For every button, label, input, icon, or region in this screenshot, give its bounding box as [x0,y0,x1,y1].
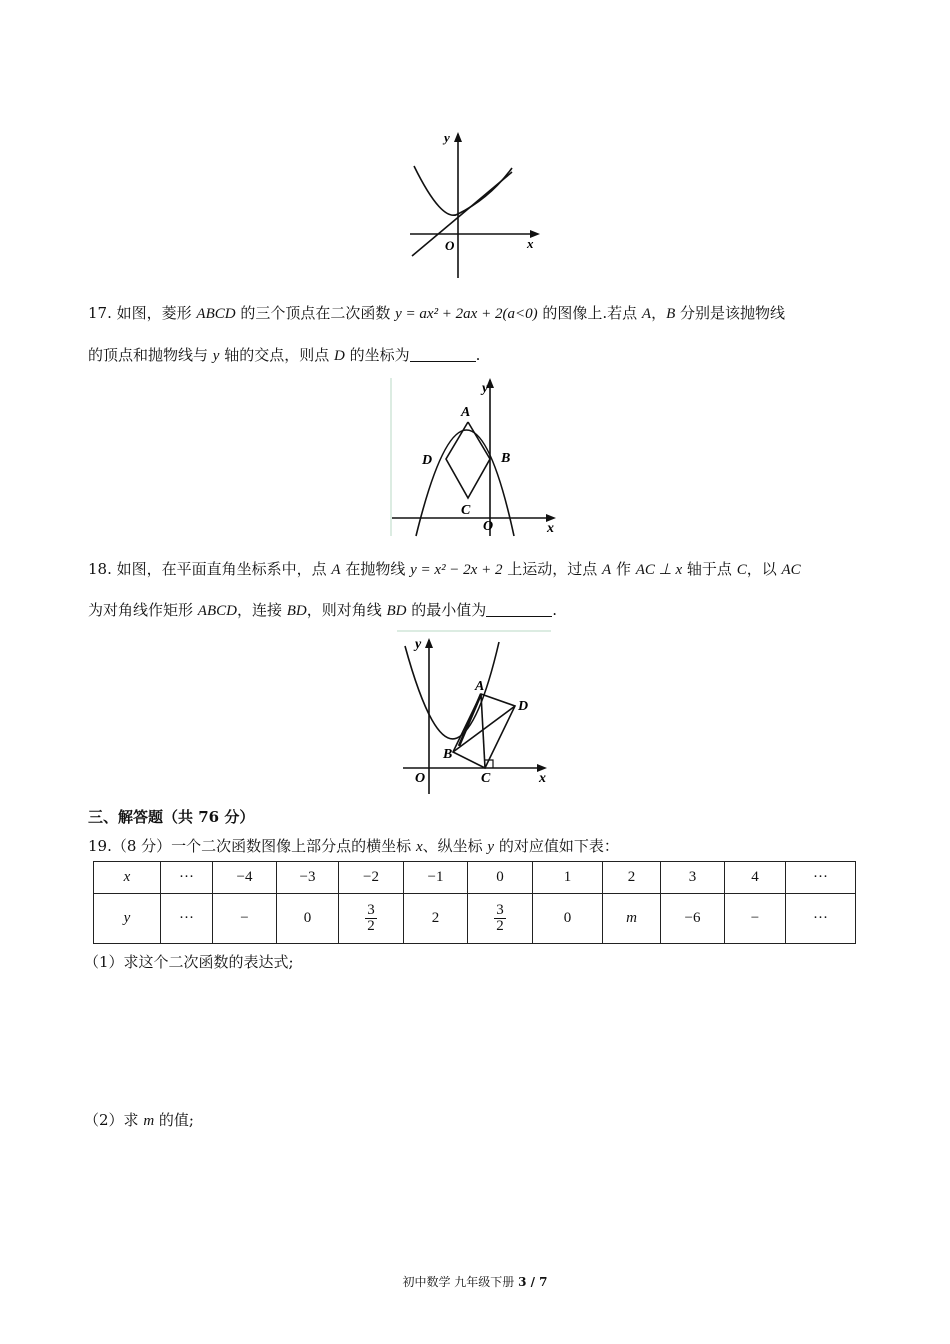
fig18-label-c: C [481,771,491,786]
section-title: 三、解答题（共 76 分） [88,808,255,826]
table-cell: − [725,894,786,944]
table-header-x: x [94,862,161,894]
fig17-label-c: C [461,503,471,518]
value-table [93,861,856,944]
figure-q16 [400,128,550,280]
table-cell: −3 [277,862,339,894]
table-cell: 4 [725,862,786,894]
figure-q18 [393,628,561,796]
fig17-label-b: B [501,451,511,466]
table-cell: − [213,894,277,944]
fig18-label-y: y [415,637,422,652]
q18-line2: 为对角线作矩形 ABCD，连接 BD，则对角线 BD 的最小值为 . [88,601,558,619]
q17-formula: y = ax² + 2ax + 2(a<0) [395,306,538,322]
table-cell: ··· [161,894,213,944]
q18-line1: 18. 如图，在平面直角坐标系中，点 A 在抛物线 y = x² − 2x + 2 上运动，过点 A 作 AC ⊥ x 轴于点 C，以 AC [88,560,801,578]
fig17-label-x: x [547,521,554,536]
fig17-label-o: O [483,519,494,534]
table-cell: m [603,894,661,944]
figure-q17 [388,374,568,540]
table-cell: −1 [404,862,468,894]
fig17-label-d: D [422,453,433,468]
fig16-label-x: x [527,236,534,251]
table-cell: ··· [161,862,213,894]
table-cell-fraction [468,894,533,944]
fraction: $\frac{3}{2}$ [496,902,504,934]
table-cell: −2 [339,862,404,894]
fig18-label-o: O [415,771,426,786]
table-cell: ··· [786,894,856,944]
q19-sub2: （2）求 m 的值; [84,1111,194,1129]
table-cell: 2 [603,862,661,894]
table-cell: 2 [404,894,468,944]
q17-line2: 的顶点和抛物线与 y 轴的交点，则点 D 的坐标为 . [88,346,481,364]
fraction: $\frac{3}{2}$ [367,902,375,934]
table-cell: −4 [213,862,277,894]
q19-sub1: （1）求这个二次函数的表达式; [84,953,294,971]
page-number: 3 / 7 [518,1275,548,1289]
table-row-y [94,894,856,944]
table-cell: −6 [661,894,725,944]
table-header-y: y [94,894,161,944]
fig17-label-y: y [482,381,489,396]
table-cell: 1 [533,862,603,894]
q17-answer-blank[interactable] [410,347,476,362]
page-footer: 初中数学 九年级下册 3 / 7 [402,1275,548,1289]
q17-line1: 17. 如图，菱形 ABCD 的三个顶点在二次函数 y = ax² + 2ax + 2(a<0) 的图像上.若点 A，B 分别是该抛物线 [88,304,786,322]
table-row-x [94,862,856,894]
table-cell: ··· [786,862,856,894]
q18-answer-blank[interactable] [486,602,552,617]
table-cell: 0 [533,894,603,944]
fig16-label-o: O [445,238,455,253]
q19-line1: 19.（8 分）一个二次函数图像上部分点的横坐标 x、纵坐标 y 的对应值如下表： [88,837,619,855]
fig18-label-x: x [539,771,546,786]
fig18-label-a: A [475,679,485,694]
fig17-label-a: A [461,405,471,420]
q18-formula: y = x² − 2x + 2 [410,562,503,578]
fig18-label-b: B [443,747,453,762]
table-cell-fraction [339,894,404,944]
table-cell: 3 [661,862,725,894]
fig16-label-y: y [444,130,450,145]
table-cell: 0 [277,894,339,944]
table-cell: 0 [468,862,533,894]
fig18-label-d: D [518,699,529,714]
